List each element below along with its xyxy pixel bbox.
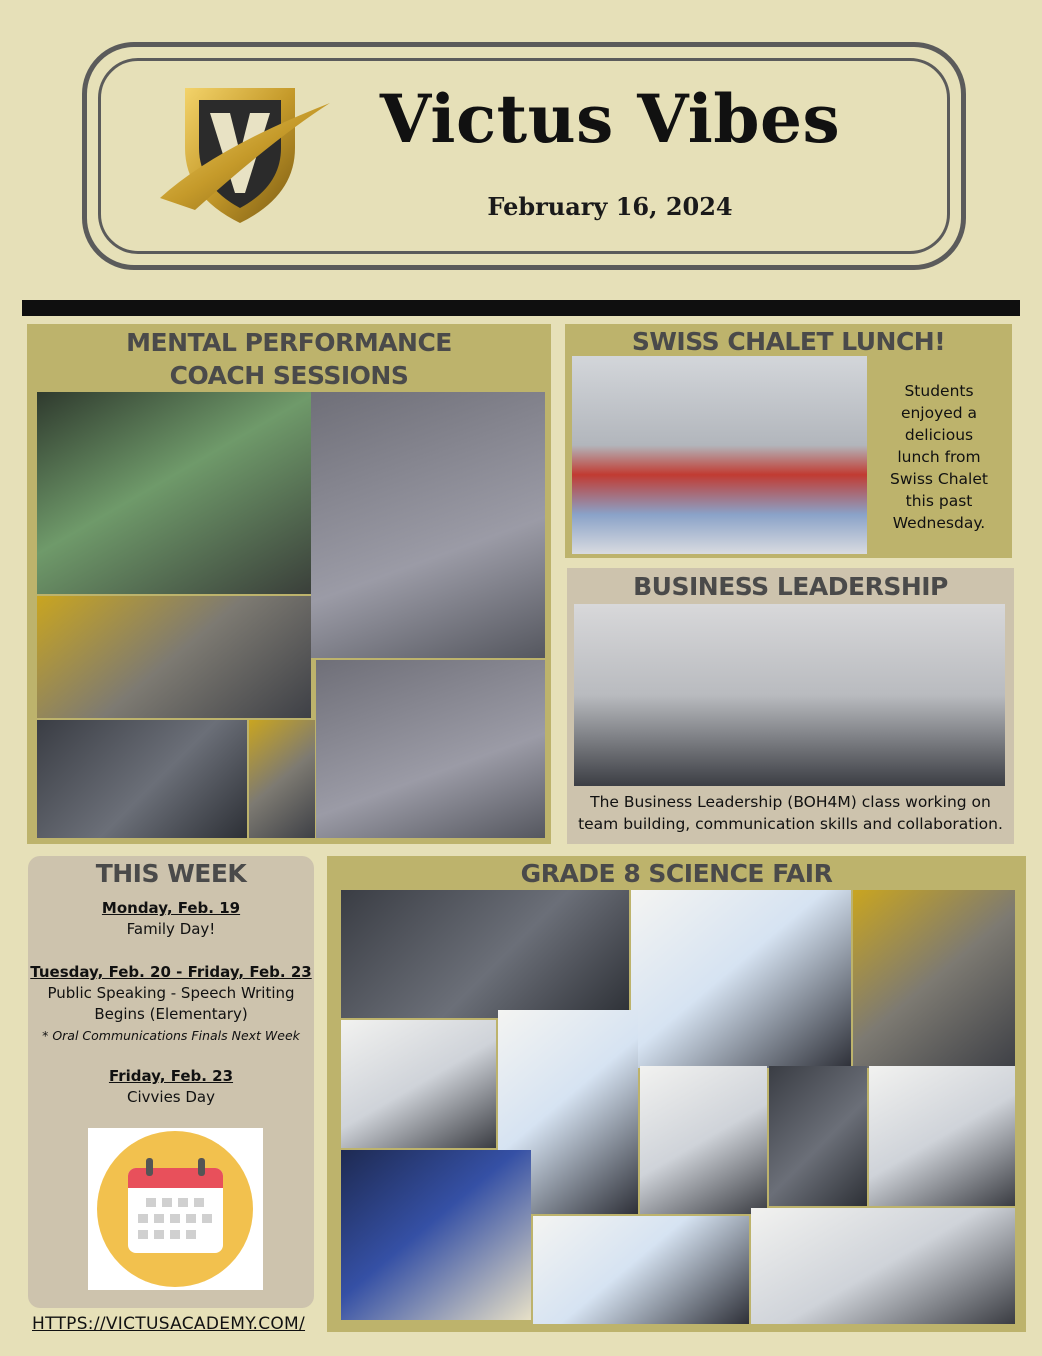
mental-performance-title xyxy=(27,326,551,392)
mental-title-line1: MENTAL PERFORMANCE xyxy=(126,328,452,357)
mental-photo-1 xyxy=(37,392,311,594)
header-divider xyxy=(22,300,1020,316)
event-desc: Family Day! xyxy=(126,920,216,938)
this-week-events xyxy=(28,898,314,1108)
event-date: Monday, Feb. 19 xyxy=(101,899,241,917)
science-photo-2 xyxy=(631,890,851,1068)
business-leadership-title: BUSINESS LEADERSHIP xyxy=(633,572,948,601)
mental-photo-6 xyxy=(249,720,315,838)
event-desc: Begins (Elementary) xyxy=(94,1005,248,1023)
calendar-icon xyxy=(88,1128,263,1290)
science-photo-10 xyxy=(533,1216,749,1324)
calendar-image-box xyxy=(88,1128,263,1290)
mental-photo-2 xyxy=(311,392,545,658)
business-leadership-photo xyxy=(574,604,1005,786)
event-desc: Civvies Day xyxy=(127,1088,215,1106)
science-photo-1 xyxy=(341,890,629,1018)
website-link[interactable]: HTTPS://VICTUSACADEMY.COM/ xyxy=(32,1314,306,1334)
science-fair-title: GRADE 8 SCIENCE FAIR xyxy=(520,859,833,888)
event-desc: Public Speaking - Speech Writing xyxy=(47,984,295,1002)
mental-photo-3 xyxy=(37,596,311,718)
swiss-line: lunch from xyxy=(897,448,981,466)
science-photo-9 xyxy=(341,1150,531,1320)
event-monday xyxy=(28,898,314,940)
science-photo-8 xyxy=(869,1066,1015,1206)
swiss-chalet-text xyxy=(870,380,1008,534)
event-date: Friday, Feb. 23 xyxy=(108,1067,234,1085)
swiss-line: enjoyed a xyxy=(900,404,978,422)
swiss-line: delicious xyxy=(904,426,974,444)
event-date: Tuesday, Feb. 20 - Friday, Feb. 23 xyxy=(30,963,312,981)
business-caption-line2: team building, communication skills and collaboration. xyxy=(578,815,1003,833)
business-leadership-caption xyxy=(567,791,1014,835)
science-photo-11 xyxy=(751,1208,1015,1324)
science-photo-6 xyxy=(640,1066,767,1214)
science-photo-3 xyxy=(853,890,1015,1068)
this-week-title: THIS WEEK xyxy=(95,859,247,888)
newsletter-title: Victus Vibes xyxy=(379,80,841,158)
science-photo-4 xyxy=(341,1020,496,1148)
mental-photo-4 xyxy=(316,660,545,838)
event-friday xyxy=(28,1066,314,1108)
mental-photo-5 xyxy=(37,720,247,838)
event-tuesday-friday xyxy=(28,962,314,1046)
swiss-line: Students xyxy=(904,382,974,400)
event-note: * Oral Communications Finals Next Week xyxy=(42,1028,300,1043)
swiss-chalet-photo xyxy=(572,356,867,554)
business-caption-line1: The Business Leadership (BOH4M) class working on xyxy=(590,793,991,811)
swiss-line: Swiss Chalet xyxy=(890,470,988,488)
swiss-line: Wednesday. xyxy=(892,514,986,532)
science-photo-7 xyxy=(769,1066,867,1206)
newsletter-date: February 16, 2024 xyxy=(487,192,733,221)
swiss-line: this past xyxy=(905,492,973,510)
mental-title-line2: COACH SESSIONS xyxy=(169,361,409,390)
victus-shield-logo-icon xyxy=(155,78,335,228)
swiss-chalet-title: SWISS CHALET LUNCH! xyxy=(631,327,946,356)
